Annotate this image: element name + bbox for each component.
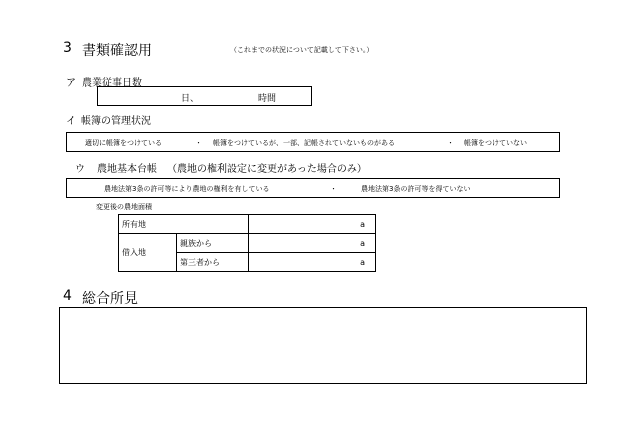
- item-i-title: 帳簿の管理状況: [81, 116, 151, 127]
- option-separator: ・: [447, 139, 454, 147]
- area-label: 変更後の農地面積: [96, 203, 152, 211]
- bookkeeping-option-proper[interactable]: 適切に帳簿をつけている: [85, 139, 162, 147]
- area-unit: a: [360, 219, 365, 229]
- hours-unit: 時間: [258, 94, 277, 104]
- bookkeeping-options-box: [66, 132, 560, 152]
- table-row: [119, 234, 376, 253]
- table-row: [119, 215, 376, 234]
- option-separator: ・: [330, 185, 337, 193]
- ledger-options-box: [66, 178, 560, 198]
- section3-number: 3: [63, 40, 72, 56]
- section3-title: 書類確認用: [82, 43, 152, 59]
- bookkeeping-option-none[interactable]: 帳簿をつけていない: [464, 139, 527, 147]
- item-u-title: 農地基本台帳: [97, 164, 157, 175]
- owned-area-cell[interactable]: [249, 215, 376, 234]
- work-days-box[interactable]: [97, 86, 312, 106]
- section4-title: 総合所見: [82, 291, 138, 307]
- area-unit: a: [360, 238, 365, 248]
- item-a-title: 農業従事日数: [82, 78, 142, 89]
- ledger-option-permitted[interactable]: 農地法第3条の許可等により農地の権利を有している: [104, 185, 270, 193]
- item-a-label: ア: [66, 78, 76, 89]
- farmland-area-table: [118, 214, 376, 272]
- bookkeeping-option-partial[interactable]: 帳簿をつけているが、一部、記帳されていないものがある: [213, 139, 395, 147]
- relatives-label: 親族から: [177, 234, 249, 253]
- owned-label: 所有地: [119, 215, 249, 234]
- third-party-area-cell[interactable]: [249, 253, 376, 272]
- section4-number: 4: [63, 288, 72, 304]
- item-u-paren: （農地の権利設定に変更があった場合のみ）: [167, 164, 367, 175]
- relatives-area-cell[interactable]: [249, 234, 376, 253]
- leased-label: 借入地: [119, 234, 177, 272]
- ledger-option-not-permitted[interactable]: 農地法第3条の許可等を得ていない: [361, 185, 471, 193]
- option-separator: ・: [195, 139, 202, 147]
- overall-findings-box[interactable]: [59, 307, 587, 384]
- item-u-label: ウ: [75, 164, 85, 175]
- third-party-label: 第三者から: [177, 253, 249, 272]
- area-unit: a: [360, 257, 365, 267]
- section3-note: （これまでの状況について記載して下さい。）: [230, 46, 374, 54]
- item-i-label: イ: [66, 116, 76, 127]
- days-unit: 日、: [181, 94, 200, 104]
